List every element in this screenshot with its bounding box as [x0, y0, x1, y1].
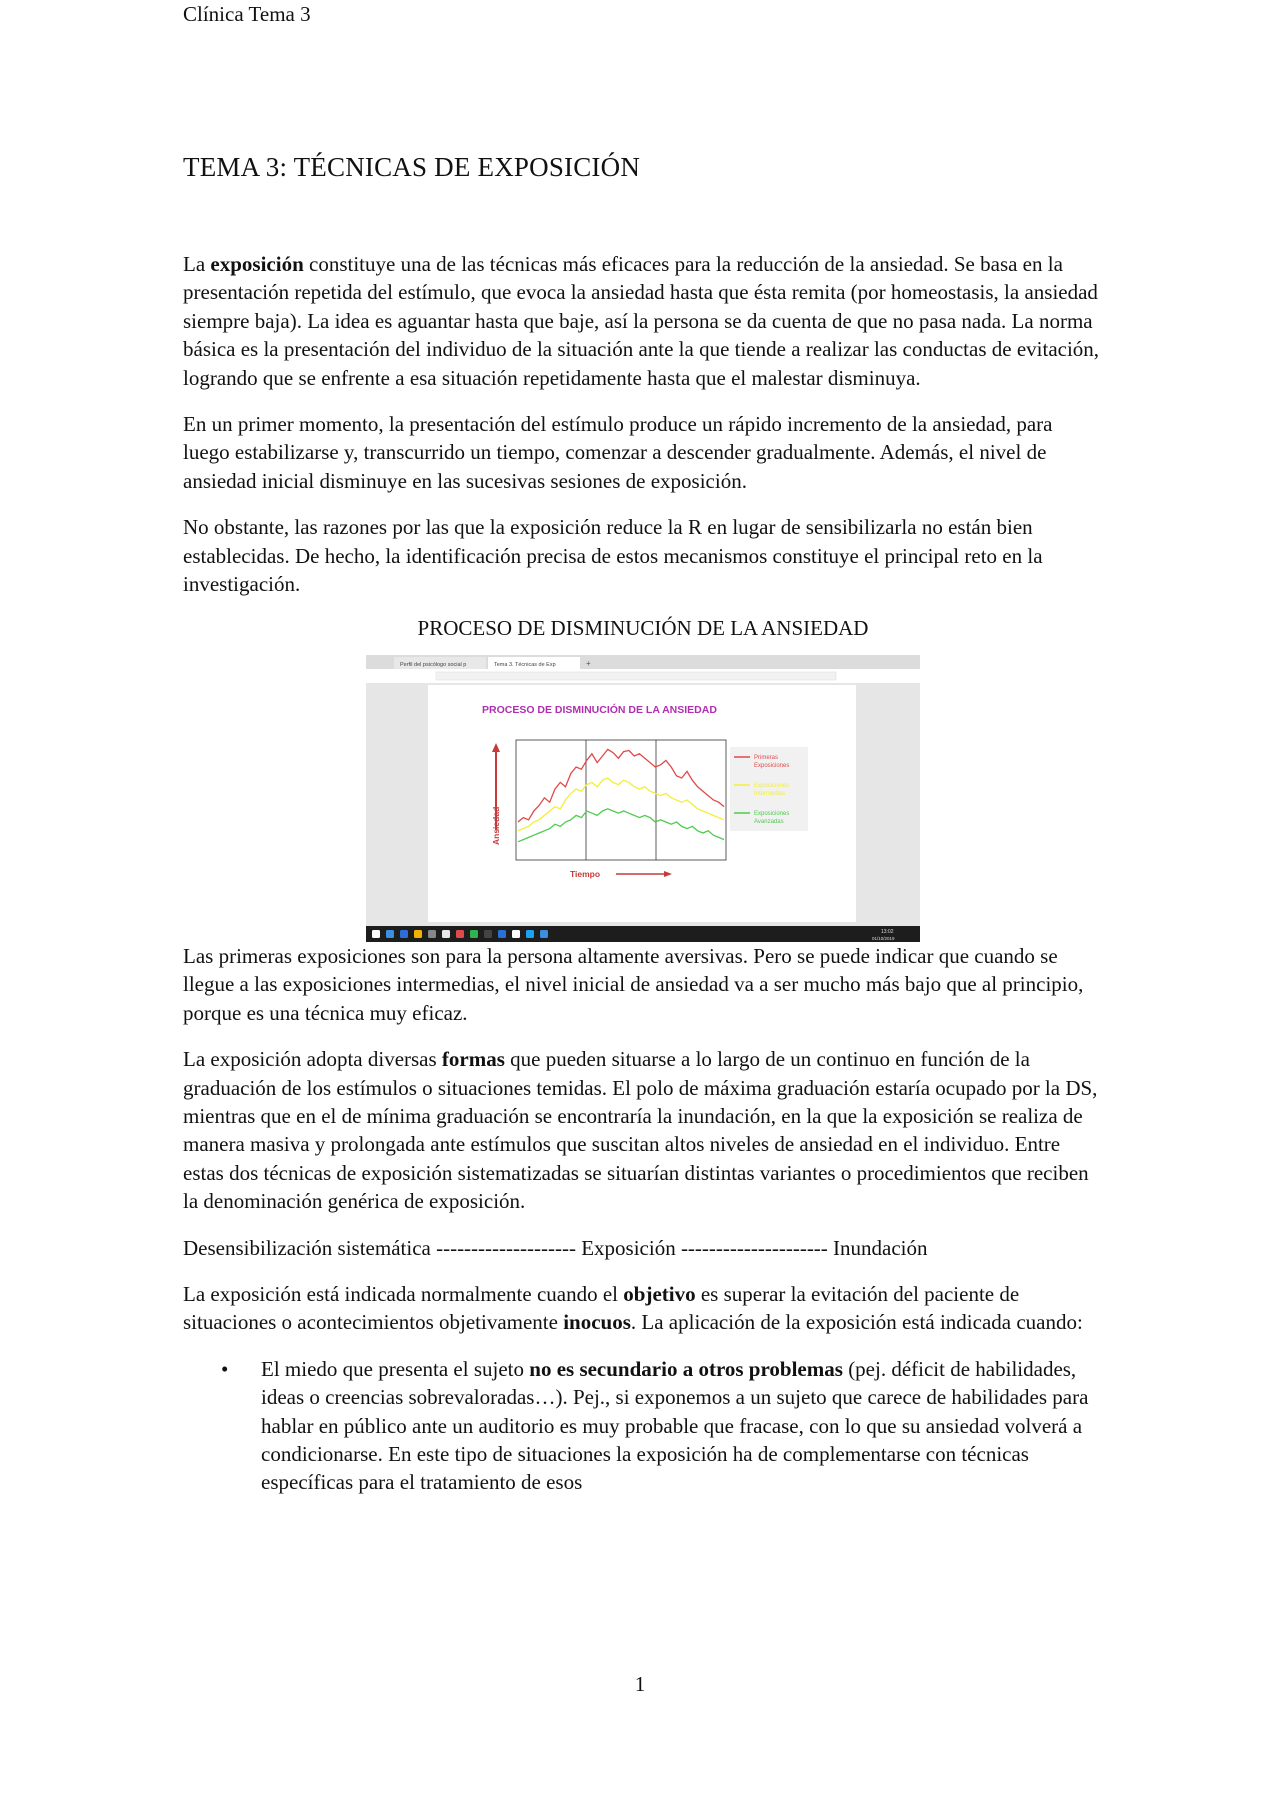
paragraph-indications	[183, 1280, 1103, 1337]
figure-screenshot	[366, 655, 920, 942]
document-body	[183, 250, 1103, 1497]
bullet1-text-pre: El miedo que presenta el sujeto	[261, 1356, 530, 1381]
paragraph-forms	[183, 1045, 1103, 1215]
paragraph-intro	[183, 250, 1103, 392]
browser-tab-1-label: Perfil del psicólogo social p	[400, 661, 467, 668]
taskbar-app-icon[interactable]	[526, 930, 534, 938]
taskbar-clock-date: 01/10/2019	[872, 935, 895, 941]
p5-text-post: que pueden situarse a lo largo de un continuo en función de la graduación de los estímulos o situaciones temidas. El polo de máxima graduación estaría ocupado por la DS, mientras que en el de mínima graduación se encontraría la inundación, en la que la exposición se realiza de manera masiva y prolongada ante estímulos que suscitan altos niveles de ansiedad en el individuo. Entre estas dos técnicas de exposición sistematizadas se situarían distintas variantes o procedimientos que reciben la denominación genérica de exposición.	[183, 1047, 1098, 1214]
p6-bold-objetivo: objetivo	[623, 1281, 696, 1306]
chart-legend	[730, 747, 808, 831]
browser-addressbar	[436, 672, 836, 680]
taskbar-app-icon[interactable]	[414, 930, 422, 938]
taskbar-app-icon[interactable]	[386, 930, 394, 938]
p5-bold-formas: formas	[441, 1047, 505, 1072]
page-number: 1	[634, 1672, 646, 1696]
taskbar-app-icon[interactable]	[484, 930, 492, 938]
paragraph-first-exposures: Las primeras exposiciones son para la persona altamente aversivas. Pero se puede indicar que cuando se llegue a las exposiciones intermedias, el nivel inicial de ansiedad va a ser mucho más bajo que al principio, porque es una técnica muy eficaz.	[183, 943, 1084, 1025]
p1-text-pre: La	[183, 252, 211, 276]
p6-text-mid: es superar la evitación del paciente de situaciones o acontecimientos objetivamente	[183, 1281, 1020, 1335]
taskbar-app-icon[interactable]	[498, 930, 506, 938]
taskbar-clock-time: 13:02	[881, 928, 894, 935]
paragraph-process: En un primer momento, la presentación del estímulo produce un rápido incremento de la ansiedad, para luego estabilizarse y, transcurrido un tiempo, comenzar a descender gradualmente. Además, el nivel de ansiedad inicial disminuye en las sucesivas sesiones de exposición.	[183, 412, 1053, 493]
bullet1-text-post: (pej. déficit de habilidades, ideas o creencias sobrevaloradas…). Pej., si exponemos a un sujeto que carece de habilidades para hablar en público ante un auditorio es muy probable que fracase, con lo que su ansiedad volverá a condicionarse. En este tipo de situaciones la exposición ha de complementarse con técnicas específicas para el tratamiento de esos	[261, 1356, 1089, 1495]
p6-text-pre: La exposición está indicada normalmente cuando el	[183, 1281, 624, 1306]
paragraph-mechanisms: No obstante, las razones por las que la exposición reduce la R en lugar de sensibilizarla no están bien establecidas. De hecho, la identificación precisa de estos mecanismos constituye el principal reto en la investigación.	[183, 515, 1043, 597]
browser-tab-2-label: Tema 3. Técnicas de Exp	[494, 661, 556, 668]
paragraph-continuum: Desensibilización sistemática -------------------- Exposición --------------------- Inundación	[183, 1235, 928, 1260]
y-axis-label: Ansiedad	[491, 806, 501, 845]
figure-caption: PROCESO DE DISMINUCIÓN DE LA ANSIEDAD	[417, 616, 869, 641]
taskbar-app-icon[interactable]	[456, 930, 464, 938]
browser-new-tab: +	[586, 658, 591, 668]
p6-text-post: . La aplicación de la exposición está indicada cuando:	[630, 1310, 1083, 1335]
bullet1-bold: no es secundario a otros problemas	[529, 1356, 843, 1381]
taskbar-app-icon[interactable]	[470, 930, 478, 938]
p1-bold-exposicion: exposición	[210, 252, 304, 276]
taskbar-app-icon[interactable]	[372, 930, 380, 938]
legend-label-2: Exposiciones Avanzadas	[754, 810, 790, 825]
page-title: TEMA 3: TÉCNICAS DE EXPOSICIÓN	[183, 152, 641, 182]
figure-svg	[366, 655, 920, 942]
taskbar-app-icon[interactable]	[540, 930, 548, 938]
list-item	[183, 1355, 1103, 1497]
indications-list	[183, 1355, 1103, 1497]
taskbar-app-icon[interactable]	[442, 930, 450, 938]
p5-text-pre: La exposición adopta diversas	[183, 1047, 442, 1072]
taskbar-app-icon[interactable]	[400, 930, 408, 938]
bullet-marker: •	[221, 1356, 229, 1381]
legend-label-0: Primeras Exposiciones	[754, 754, 790, 769]
x-axis-label: Tiempo	[570, 868, 601, 879]
taskbar-app-icon[interactable]	[428, 930, 436, 938]
legend-label-1: Exposiciones Intermedias	[754, 782, 790, 797]
running-header: Clínica Tema 3	[183, 2, 311, 26]
chart-title: PROCESO DE DISMINUCIÓN DE LA ANSIEDAD	[482, 703, 717, 716]
p6-bold-inocuos: inocuos	[563, 1310, 631, 1335]
taskbar-app-icon[interactable]	[512, 930, 520, 938]
p1-text-post: constituye una de las técnicas más eficaces para la reducción de la ansiedad. Se basa en la presentación repetida del estímulo, que evoca la ansiedad hasta que ésta remita (por homeostasis, la ansiedad siempre baja). La idea es aguantar hasta que baje, así la persona se da cuenta de que no pasa nada. La norma básica es la presentación del individuo de la situación ante la que tiende a realizar las conductas de evitación, logrando que se enfrente a esa situación repetidamente hasta que el malestar disminuya.	[183, 252, 1100, 390]
